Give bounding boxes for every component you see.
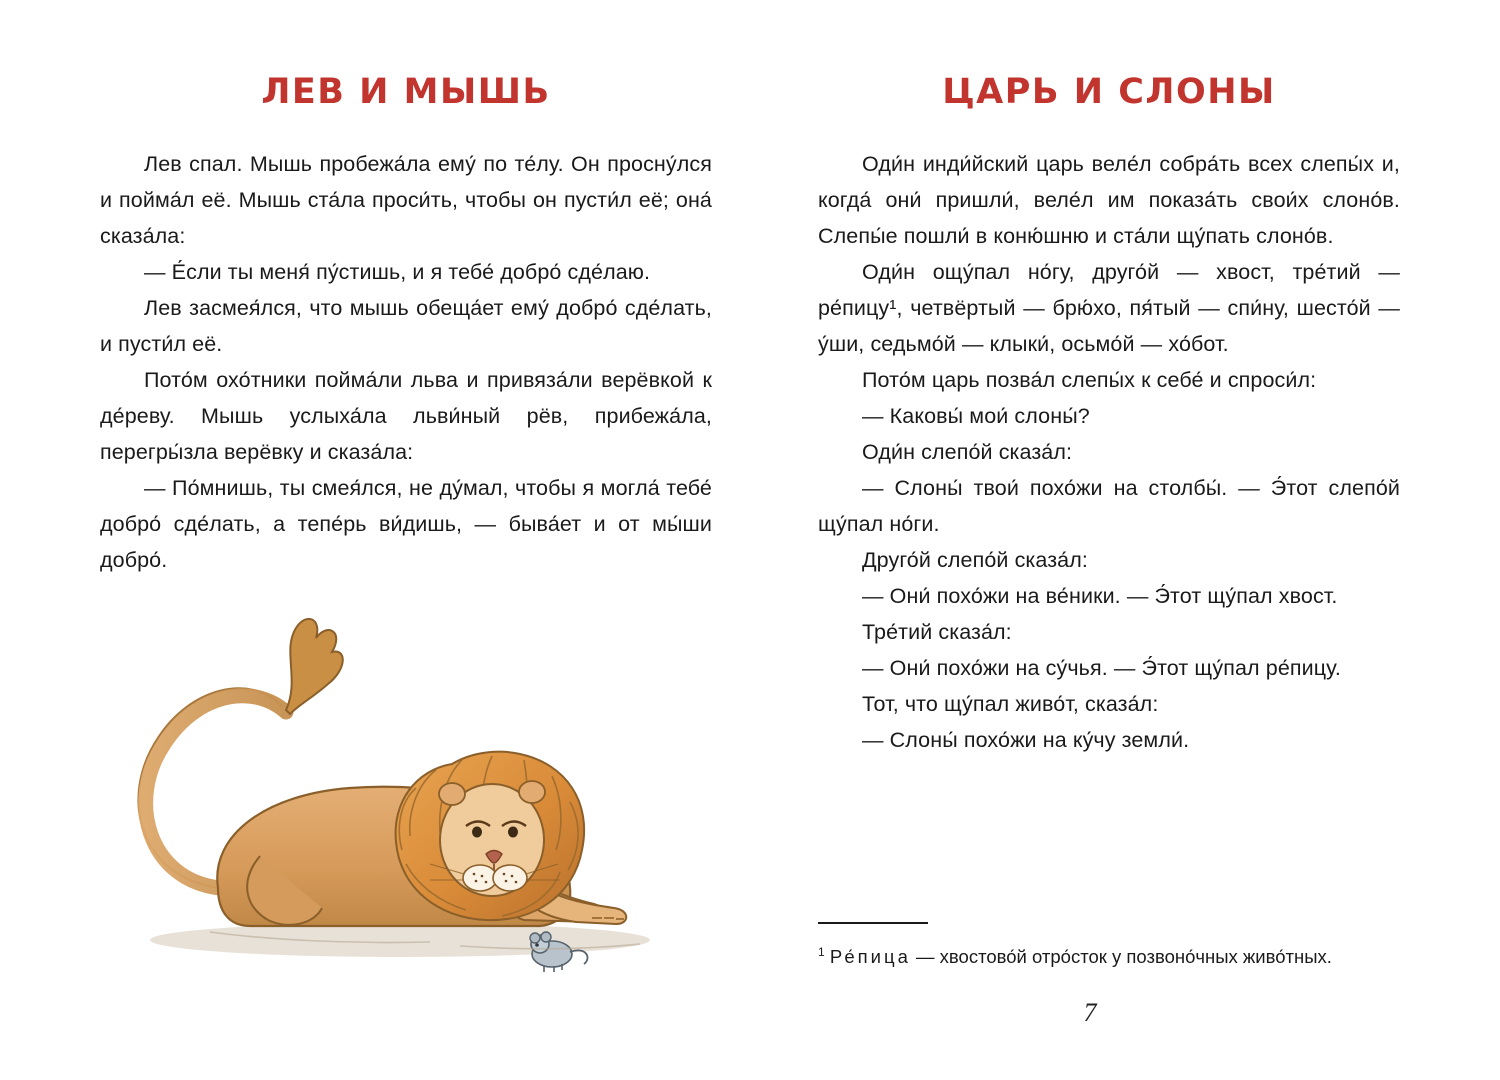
footnote-term: Ре́пица xyxy=(829,946,911,967)
footnote-text: — хвостово́й отро́сток у позвоно́чных живо́тных. xyxy=(910,946,1332,967)
paragraph: — Е́сли ты меня́ пу́стишь, и я тебе́ добро́ сде́лаю. xyxy=(144,260,651,284)
paragraph: Тре́тий сказа́л: xyxy=(862,620,1012,644)
right-page xyxy=(750,50,1430,1050)
paragraph: — По́мнишь, ты смея́лся, не ду́мал, чтобы я могла́ тебе́ добро́ сде́лать, а тепе́рь ви́дишь, — быва́ет и от мы́ши добро́. xyxy=(100,476,712,572)
paragraph: Пото́м охо́тники пойма́ли льва и привяза́ли верёвкой к де́реву. Мышь услыха́ла льви́ный рёв, прибежа́ла, перегры́зла верёвку и сказа́ла: xyxy=(100,368,712,464)
lion-and-mouse-illustration xyxy=(100,588,712,988)
paragraph: — Каковы́ мои́ слоны́? xyxy=(862,404,1090,428)
right-page-title: ЦАРЬ И СЛОНЫ xyxy=(942,72,1276,112)
paragraph: Оди́н ощу́пал но́гу, друго́й — хвост, тре́тий — ре́пицу¹, четвёртый — брю́хо, пя́тый — спи́ну, шесто́й — у́ши, седьмо́й — клыки́, осьмо́й — хо́бот. xyxy=(818,260,1400,356)
footnote xyxy=(818,937,1400,972)
left-page-title: ЛЕВ И МЫШЬ xyxy=(261,72,551,112)
paragraph: Оди́н слепо́й сказа́л: xyxy=(862,440,1073,464)
paragraph: Друго́й слепо́й сказа́л: xyxy=(862,548,1088,572)
footnote-block xyxy=(818,922,1400,972)
page-number: 7 xyxy=(1083,998,1097,1027)
paragraph: Тот, что щу́пал живо́т, сказа́л: xyxy=(862,692,1159,716)
left-page xyxy=(70,50,750,1050)
paragraph: Лев спал. Мышь пробежа́ла ему́ по те́лу. Он просну́лся и пойма́л её. Мышь ста́ла проси́ть, чтобы он пусти́л её; она́ сказа́ла: xyxy=(100,152,712,248)
footnote-divider xyxy=(818,922,928,924)
paragraph: — Слоны́ похо́жи на ку́чу земли́. xyxy=(862,728,1190,752)
paragraph: Оди́н инди́йский царь веле́л собра́ть всех слепы́х и, когда́ они́ пришли́, веле́л им показа́ть свои́х слоно́в. Слепы́е пошли́ в коню́шню и ста́ли щу́пать слоно́в. xyxy=(818,152,1400,248)
paragraph: Пото́м царь позва́л слепы́х к себе́ и спроси́л: xyxy=(862,368,1317,392)
paragraph: — Они́ похо́жи на ве́ники. — Э́тот щу́пал хвост. xyxy=(862,584,1338,608)
paragraph: — Они́ похо́жи на су́чья. — Э́тот щу́пал ре́пицу. xyxy=(862,656,1341,680)
paragraph: — Слоны́ твои́ похо́жи на столбы́. — Э́тот слепо́й щу́пал но́ги. xyxy=(818,476,1400,536)
paragraph: Лев засмея́лся, что мышь обеща́ет ему́ добро́ сде́лать, и пусти́л её. xyxy=(100,296,712,356)
footnote-marker: 1 xyxy=(818,944,825,959)
